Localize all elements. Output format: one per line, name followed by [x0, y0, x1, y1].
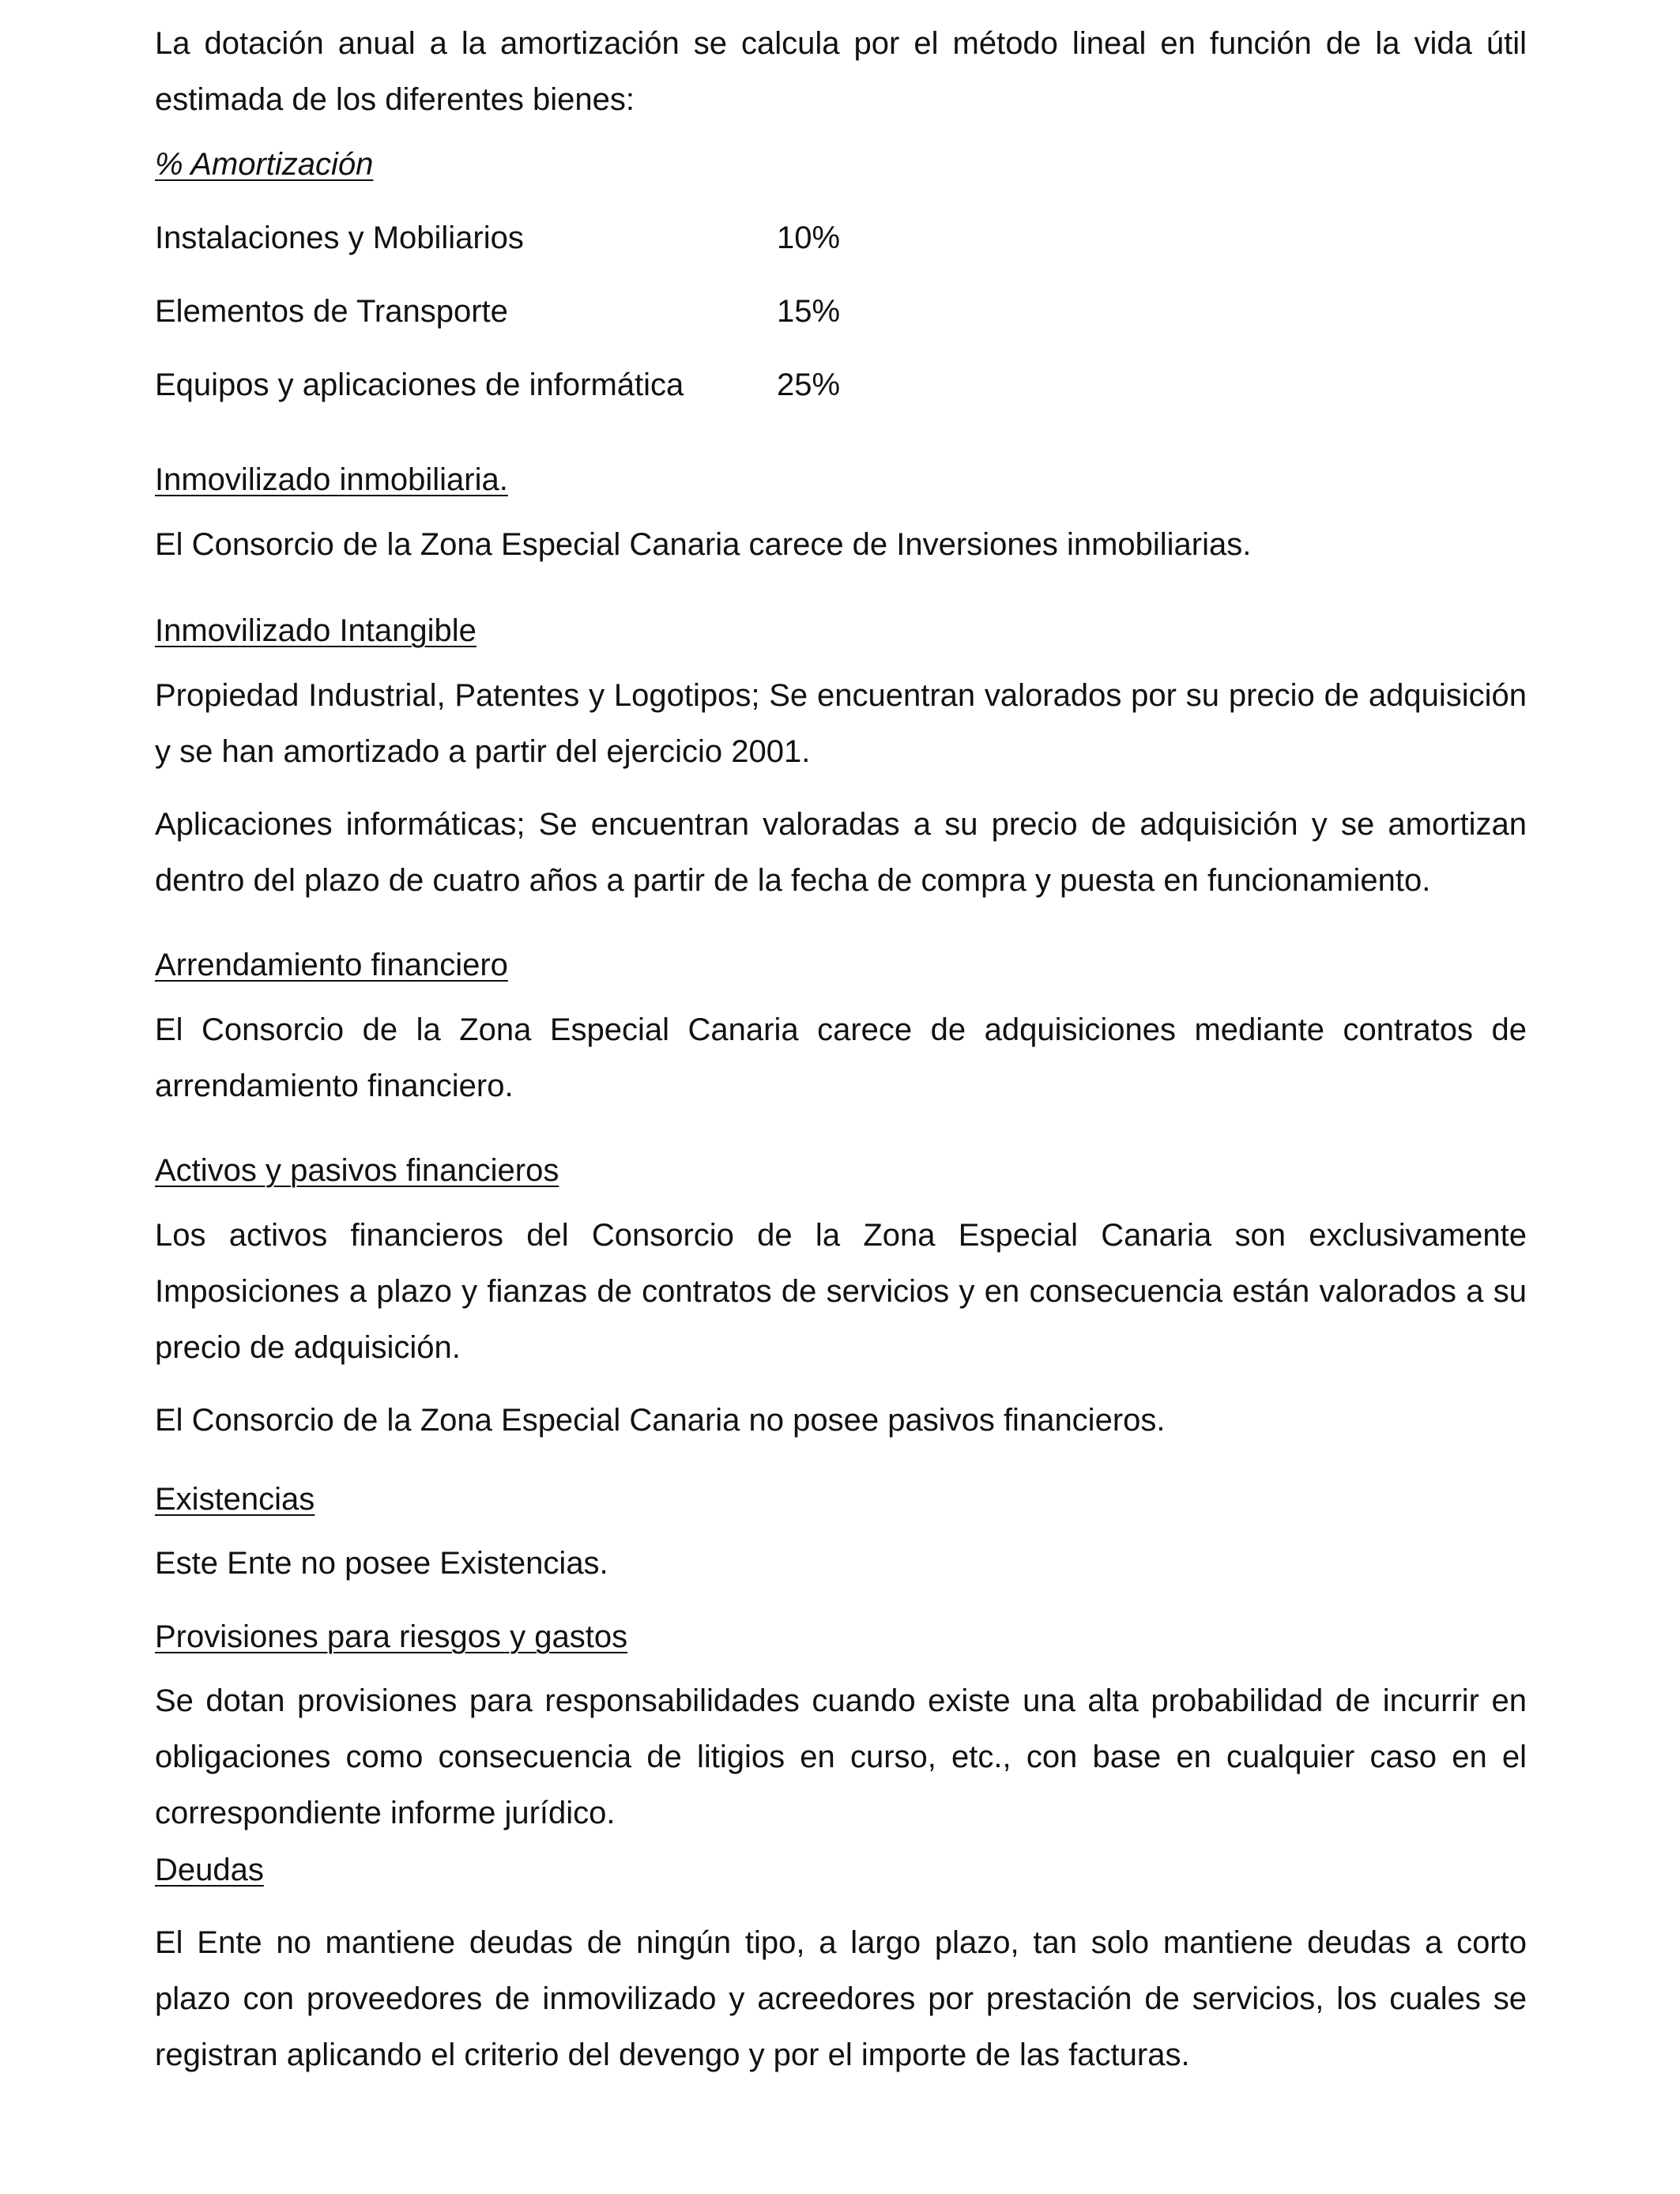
amortization-rate-row: [155, 292, 1527, 331]
section-existencias: [155, 1480, 1527, 1592]
section-heading: Existencias: [155, 1482, 315, 1517]
section-paragraph: El Consorcio de la Zona Especial Canaria carece de adquisiciones mediante contratos de arrendamiento financiero.: [155, 1012, 1527, 1103]
section-arrendamiento-financiero: [155, 945, 1527, 1114]
section-paragraph: El Consorcio de la Zona Especial Canaria no posee pasivos financieros.: [155, 1403, 1166, 1438]
section-heading: Activos y pasivos financieros: [155, 1153, 559, 1188]
section-activos-pasivos: [155, 1151, 1527, 1449]
section-inmovilizado-intangible: [155, 611, 1527, 909]
section-paragraph: Aplicaciones informáticas; Se encuentran valoradas a su precio de adquisición y se amortizan dentro del plazo de cuatro años a partir de la fecha de compra y puesta en funcionamiento.: [155, 807, 1527, 898]
section-heading: Deudas: [155, 1853, 264, 1887]
rate-label: Instalaciones y Mobiliarios: [155, 221, 524, 255]
section-paragraph: Propiedad Industrial, Patentes y Logotipos; Se encuentran valorados por su precio de adquisición y se han amortizado a partir del ejercicio 2001.: [155, 678, 1527, 769]
section-paragraph: Se dotan provisiones para responsabilidades cuando existe una alta probabilidad de incurrir en obligaciones como consecuencia de litigios en curso, etc., con base en cualquier caso en el correspondiente informe jurídico.: [155, 1683, 1527, 1830]
rate-value: 25%: [777, 368, 841, 402]
section-deudas: [155, 1850, 1527, 2083]
section-paragraph: Los activos financieros del Consorcio de la Zona Especial Canaria son exclusivamente Imposiciones a plazo y fianzas de contratos de servicios y en consecuencia están valorados a su precio de adquisición.: [155, 1218, 1527, 1365]
document-page: [155, 16, 1527, 2083]
section-heading: Provisiones para riesgos y gastos: [155, 1619, 628, 1654]
section-inmovilizado-inmobiliaria: [155, 460, 1527, 573]
amortization-rate-row: [155, 218, 1527, 258]
section-provisiones: [155, 1617, 1527, 1842]
section-heading: Inmovilizado inmobiliaria.: [155, 462, 508, 497]
section-heading: Arrendamiento financiero: [155, 948, 508, 982]
rate-label: Elementos de Transporte: [155, 294, 508, 329]
amortization-rates-list: [155, 218, 1527, 405]
section-paragraph: El Ente no mantiene deudas de ningún tipo, a largo plazo, tan solo mantiene deudas a corto plazo con proveedores de inmovilizado y acreedores por prestación de servicios, los cuales se registran aplicando el criterio del devengo y por el importe de las facturas.: [155, 1925, 1527, 2072]
section-paragraph: Este Ente no posee Existencias.: [155, 1546, 608, 1581]
rate-label: Equipos y aplicaciones de informática: [155, 368, 684, 402]
section-heading: Inmovilizado Intangible: [155, 613, 477, 648]
rate-value: 15%: [777, 294, 841, 329]
amortization-heading: % Amortización: [155, 147, 374, 182]
rate-value: 10%: [777, 221, 841, 255]
section-paragraph: El Consorcio de la Zona Especial Canaria carece de Inversiones inmobiliarias.: [155, 527, 1252, 562]
amortization-rate-row: [155, 365, 1527, 405]
intro-paragraph: La dotación anual a la amortización se calcula por el método lineal en función de la vida útil estimada de los diferentes bienes:: [155, 26, 1527, 117]
